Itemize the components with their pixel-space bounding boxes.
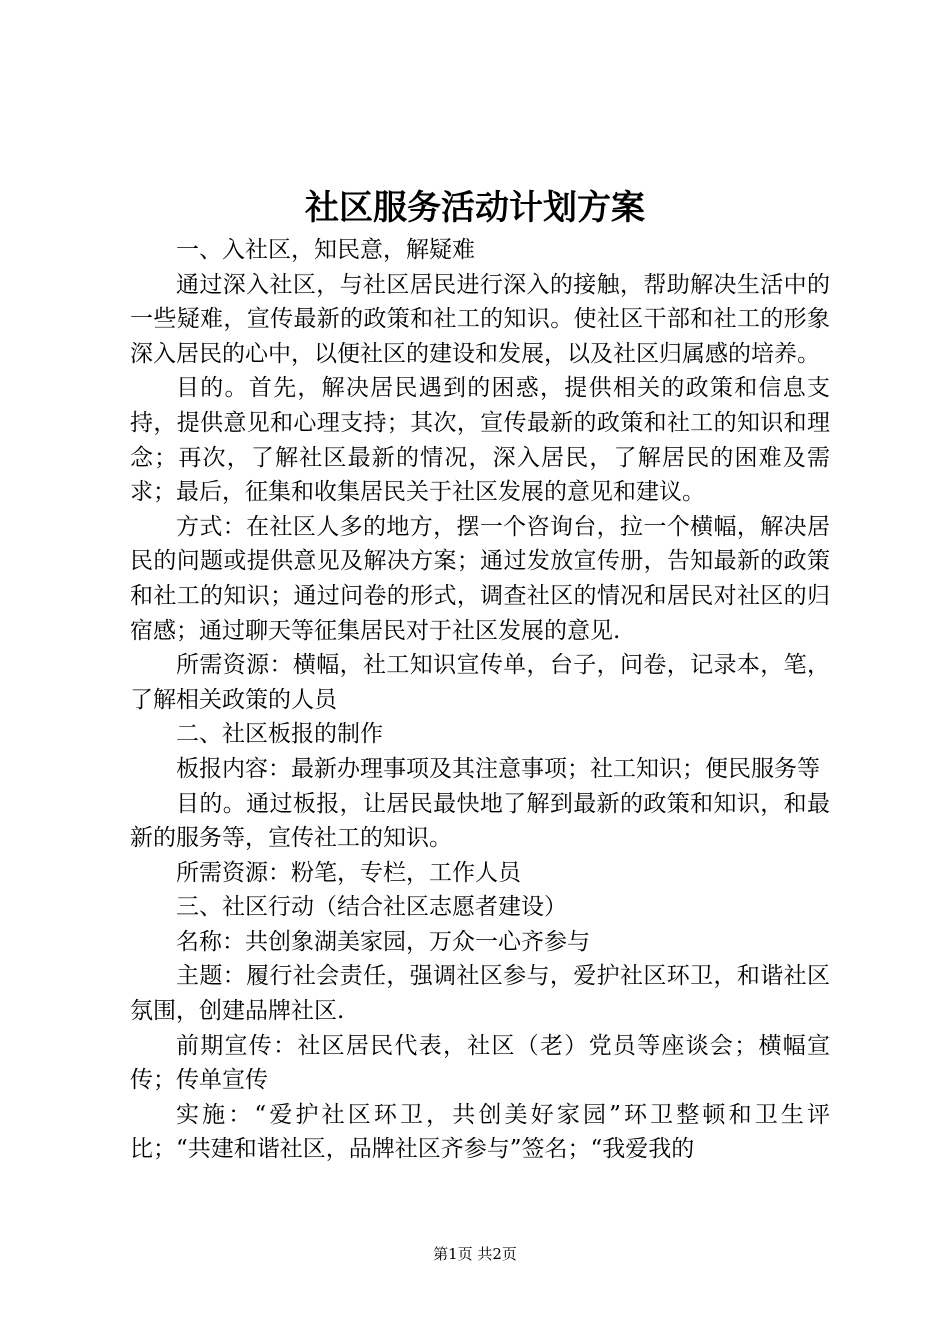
- paragraph-board-content: 板报内容：最新办理事项及其注意事项；社工知识；便民服务等: [176, 755, 820, 782]
- heading-section-3: 三、社区行动（结合社区志愿者建设）: [176, 894, 567, 921]
- heading-section-2: 二、社区板报的制作: [176, 721, 383, 748]
- paragraph-board-purpose: 目的。通过板报，让居民最快地了解到最新的政策和知识，和最新的服务等，宣传社工的知识。: [130, 790, 830, 852]
- paragraph-resources: 所需资源：横幅，社工知识宣传单，台子，问卷，记录本，笔，了解相关政策的人员: [130, 652, 830, 713]
- document-body: [130, 233, 830, 1167]
- page-number-footer: 第1页 共2页: [433, 1245, 517, 1263]
- document-title: 社区服务活动计划方案: [305, 188, 645, 228]
- paragraph-purpose: 目的。首先，解决居民遇到的困惑，提供相关的政策和信息支持，提供意见和心理支持；其次，宣传最新的政策和社工的知识和理念；再次，了解社区最新的情况，深入居民，了解居民的困难及需求；最后，征集和收集居民关于社区发展的意见和建议。: [130, 375, 830, 506]
- paragraph-intro: 通过深入社区，与社区居民进行深入的接触，帮助解决生活中的一些疑难，宣传最新的政策和社工的知识。使社区干部和社工的形象深入居民的心中，以便社区的建设和发展，以及社区归属感的培养。: [130, 271, 830, 367]
- paragraph-action-promotion: 前期宣传：社区居民代表，社区（老）党员等座谈会；横幅宣传；传单宣传: [130, 1032, 830, 1094]
- paragraph-board-resources: 所需资源：粉笔，专栏，工作人员: [176, 859, 521, 886]
- paragraph-method: 方式：在社区人多的地方，摆一个咨询台，拉一个横幅，解决居民的问题或提供意见及解决方案；通过发放宣传册，告知最新的政策和社工的知识；通过问卷的形式，调查社区的情况和居民对社区的归宿感；通过聊天等征集居民对于社区发展的意见.: [130, 513, 830, 644]
- paragraph-action-theme: 主题：履行社会责任，强调社区参与，爱护社区环卫，和谐社区氛围，创建品牌社区.: [130, 963, 830, 1025]
- paragraph-action-implementation: 实施：“爱护社区环卫，共创美好家园”环卫整顿和卫生评比；“共建和谐社区，品牌社区齐参与”签名；“我爱我的: [130, 1101, 830, 1163]
- heading-section-1: 一、入社区，知民意，解疑难: [176, 237, 475, 263]
- paragraph-action-name: 名称：共创象湖美家园，万众一心齐参与: [176, 928, 590, 955]
